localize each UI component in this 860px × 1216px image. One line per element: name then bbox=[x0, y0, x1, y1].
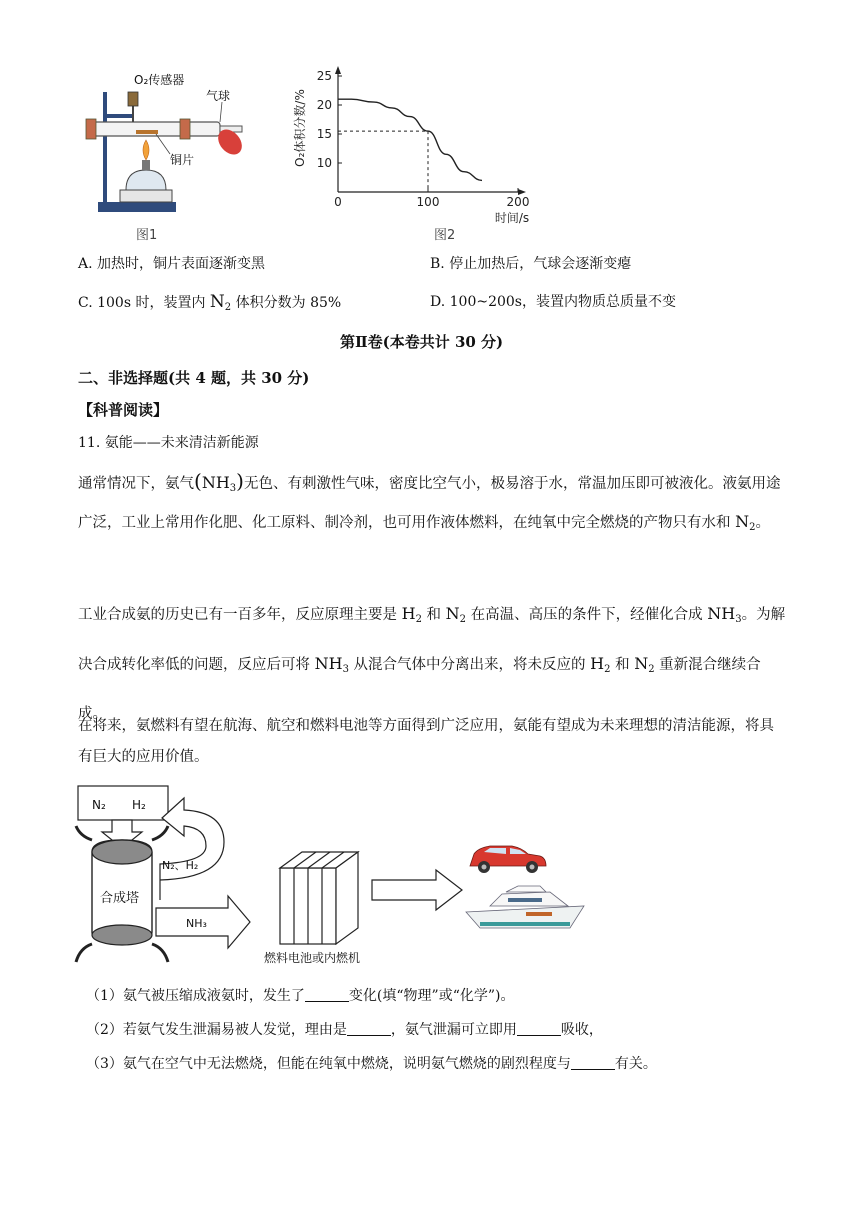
o2-sensor bbox=[128, 92, 138, 106]
flame bbox=[143, 140, 149, 160]
y-tick-label: 10 bbox=[316, 156, 332, 170]
stand-base bbox=[98, 202, 176, 212]
figure1-caption: 图1 bbox=[136, 228, 158, 243]
figure1-apparatus bbox=[70, 62, 260, 222]
question-11-title: 11. 氨能——未来清洁新能源 bbox=[78, 435, 259, 451]
y-axis-arrow bbox=[335, 66, 341, 74]
option-b: B. 停止加热后，气球会逐渐变瘪 bbox=[430, 256, 632, 272]
question-2: （2）若氨气发生泄漏易被人发觉，理由是 ，氨气泄漏可立即用 吸收， bbox=[86, 1022, 603, 1038]
tower-label: 合成塔 bbox=[100, 891, 140, 906]
category-label: 【科普阅读】 bbox=[78, 401, 169, 419]
figure2-chart bbox=[290, 62, 550, 230]
y-axis-label: O₂体积分数/% bbox=[293, 89, 307, 167]
alcohol-lamp bbox=[126, 170, 166, 190]
question-1: （1）氨气被压缩成液氨时，发生了 变化(填“物理”或“化学”)。 bbox=[86, 988, 515, 1004]
part-title: 二、非选择题(共 4 题，共 30 分) bbox=[78, 369, 310, 387]
x-tick-label: 0 bbox=[334, 195, 342, 209]
section-title: 第Ⅱ卷(本卷共计 30 分) bbox=[340, 333, 504, 351]
paragraph-1: 通常情况下，氨气$(NH_3)$无色、有刺激性气味，密度比空气小，极易溶于水，常温加压即可被液化。液氨用途广泛，工业上常用作化肥、化工原料、制冷剂，也可用作液体燃料，在纯氧中完全燃烧的产物只有水和 $N_2$。 bbox=[78, 469, 781, 533]
option-c: C. 100s 时，装置内 $N_2$ 体积分数为 85% bbox=[78, 292, 342, 313]
copper-piece bbox=[136, 130, 158, 134]
recycle-arrow bbox=[160, 798, 224, 900]
option-a: A. 加热时，铜片表面逐渐变黑 bbox=[78, 256, 266, 272]
fuel-cell-stack bbox=[280, 852, 358, 944]
product-label: NH₃ bbox=[186, 917, 207, 930]
stand-rod bbox=[103, 92, 107, 204]
answer-blank-1[interactable] bbox=[305, 989, 349, 1002]
y-tick-label: 25 bbox=[316, 69, 332, 83]
device-label: 燃料电池或内燃机 bbox=[264, 951, 361, 965]
paragraph-2: 工业合成氨的历史已有一百多年，反应原理主要是 $H_2$ 和 $N_2$ 在高温、高压的条件下，经催化合成 $NH_3$。为解决合成转化率低的问题，反应后可将 $NH_3$ 从混合气体中分离出来，将未反应的 $H_2$ 和 $N_2$ 重新混合继续合成。 bbox=[78, 604, 786, 722]
input-h2: H₂ bbox=[132, 798, 146, 812]
question-3: （3）氨气在空气中无法燃烧，但能在纯氧中燃烧，说明氨气燃烧的剧烈程度与 有关。 bbox=[86, 1056, 657, 1072]
y-tick-label: 15 bbox=[316, 127, 332, 141]
x-tick-label: 200 bbox=[506, 195, 530, 209]
x-tick-label: 100 bbox=[416, 195, 440, 209]
boat-icon bbox=[466, 886, 584, 928]
sensor-label: O₂传感器 bbox=[134, 73, 185, 87]
recycle-label: N₂、H₂ bbox=[162, 859, 199, 872]
copper-label: 铜片 bbox=[170, 153, 195, 167]
output-arrow bbox=[372, 870, 462, 910]
answer-blank-2b[interactable] bbox=[517, 1023, 561, 1036]
option-d: D. 100~200s，装置内物质总质量不变 bbox=[430, 294, 676, 310]
x-axis-label: 时间/s bbox=[494, 211, 530, 225]
y-tick-label: 20 bbox=[316, 98, 332, 112]
paragraph-3: 在将来，氨燃料有望在航海、航空和燃料电池等方面得到广泛应用，氨能有望成为未来理想的清洁能源，将具有巨大的应用价值。 bbox=[78, 718, 774, 765]
balloon-label: 气球 bbox=[206, 89, 231, 103]
answer-blank-2a[interactable] bbox=[347, 1023, 391, 1036]
o2-series-line bbox=[338, 99, 482, 180]
input-n2: N₂ bbox=[92, 798, 106, 812]
ammonia-process-diagram bbox=[70, 782, 600, 972]
car-icon bbox=[470, 846, 546, 873]
stand-clamp bbox=[103, 114, 133, 118]
answer-blank-3[interactable] bbox=[571, 1057, 615, 1070]
figure2-caption: 图2 bbox=[434, 228, 456, 243]
